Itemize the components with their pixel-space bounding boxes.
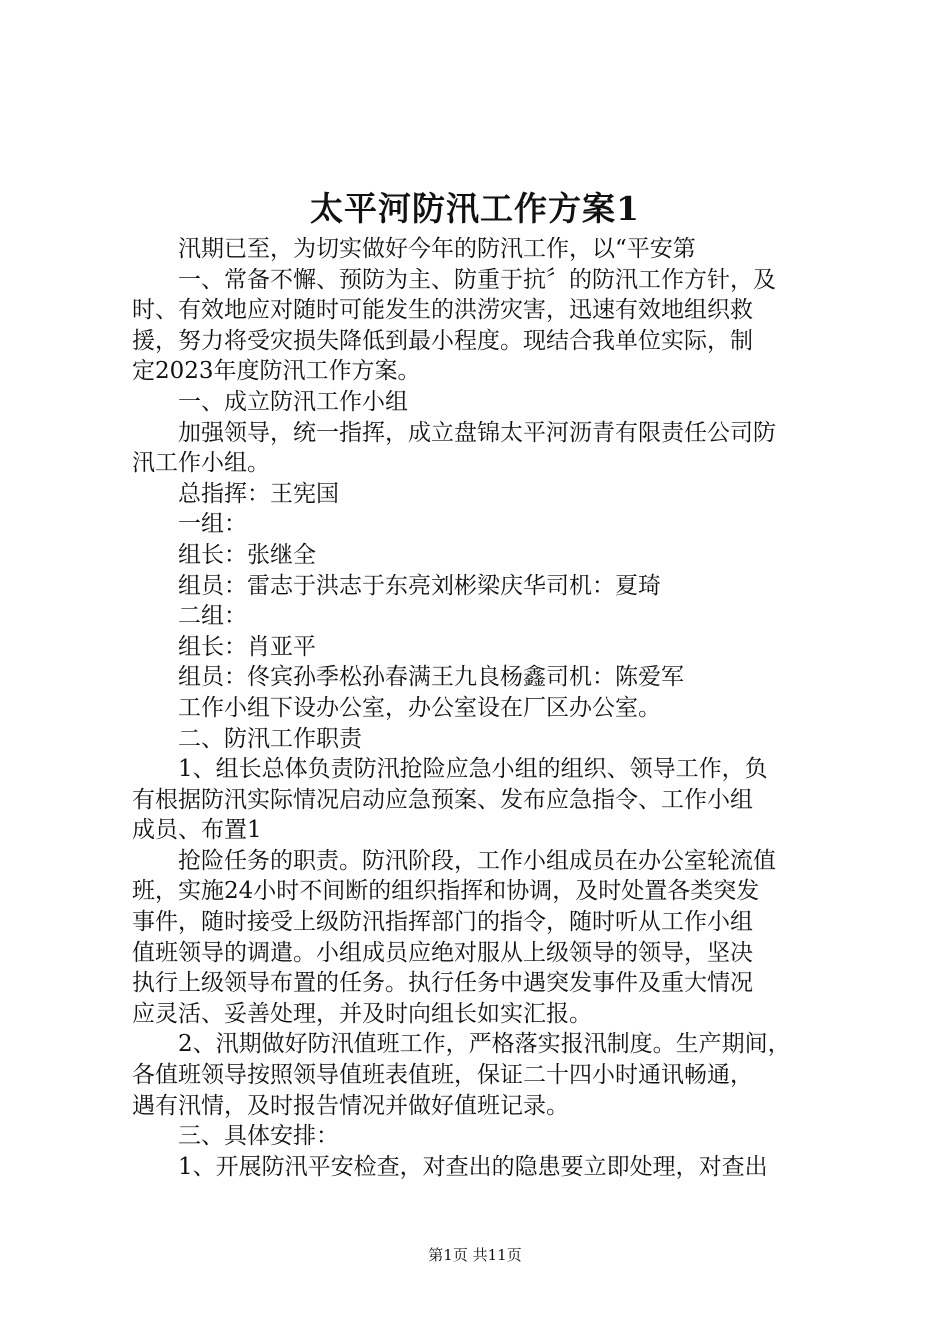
paragraph-line: 定2023年度防汛工作方案。 (132, 358, 421, 385)
paragraph-line: 组长：肖亚平 (178, 633, 316, 660)
paragraph-line: 班，实施24小时不间断的组织指挥和协调，及时处置各类突发 (132, 878, 760, 905)
paragraph-line: 汛期已至，为切实做好今年的防汛工作，以“平安第 (178, 236, 696, 262)
paragraph-line: 执行上级领导布置的任务。执行任务中遇突发事件及重大情况 (132, 970, 753, 997)
paragraph-line: 工作小组下设办公室，办公室设在厂区办公室。 (178, 694, 661, 721)
paragraph-line: 加强领导，统一指挥，成立盘锦太平河沥青有限责任公司防 (178, 419, 776, 446)
paragraph-line: 1、开展防汛平安检查，对查出的隐患要立即处理，对查出 (178, 1153, 768, 1180)
paragraph-line: 值班领导的调遣。小组成员应绝对服从上级领导的领导，坚决 (132, 939, 753, 966)
paragraph-line: 成员、布置1 (132, 817, 262, 844)
paragraph-line: 一、成立防汛工作小组 (178, 388, 408, 415)
paragraph-line: 一、常备不懈、预防为主、防重于抗〞的防汛工作方针，及 (178, 266, 776, 293)
paragraph-line: 总指挥：王宪国 (178, 480, 339, 507)
paragraph-line: 2、汛期做好防汛值班工作，严格落实报汛制度。生产期间， (178, 1031, 791, 1058)
document-body (132, 234, 832, 1182)
paragraph-line: 组员：雷志于洪志于东亮刘彬梁庆华司机：夏琦 (178, 572, 661, 599)
paragraph-line: 各值班领导按照领导值班表值班，保证二十四小时通讯畅通， (132, 1062, 753, 1089)
paragraph-line: 抢险任务的职责。防汛阶段，工作小组成员在办公室轮流值 (178, 847, 776, 874)
paragraph-line: 二组： (178, 603, 247, 630)
paragraph-line: 1、组长总体负责防汛抢险应急小组的组织、领导工作，负 (178, 756, 768, 783)
paragraph-line: 事件，随时接受上级防汛指挥部门的指令，随时听从工作小组 (132, 909, 753, 936)
paragraph-line: 时、有效地应对随时可能发生的洪涝灾害，迅速有效地组织救 (132, 297, 753, 324)
page-footer: 第1页 共11页 (428, 1246, 522, 1264)
paragraph-line: 一组： (178, 511, 247, 538)
paragraph-line: 组长：张继全 (178, 541, 316, 568)
paragraph-line: 汛工作小组。 (132, 450, 270, 477)
paragraph-line: 援，努力将受灾损失降低到最小程度。现结合我单位实际，制 (132, 327, 753, 354)
document-title: 太平河防汛工作方案1 (310, 189, 640, 228)
paragraph-line: 组员：佟宾孙季松孙春满王九良杨鑫司机：陈爱军 (178, 664, 684, 691)
paragraph-line: 应灵活、妥善处理，并及时向组长如实汇报。 (132, 1000, 592, 1027)
paragraph-line: 二、防汛工作职责 (178, 725, 362, 752)
paragraph-line: 三、具体安排： (178, 1123, 339, 1150)
paragraph-line: 遇有汛情，及时报告情况并做好值班记录。 (132, 1092, 569, 1119)
paragraph-line: 有根据防汛实际情况启动应急预案、发布应急指令、工作小组 (132, 786, 753, 813)
